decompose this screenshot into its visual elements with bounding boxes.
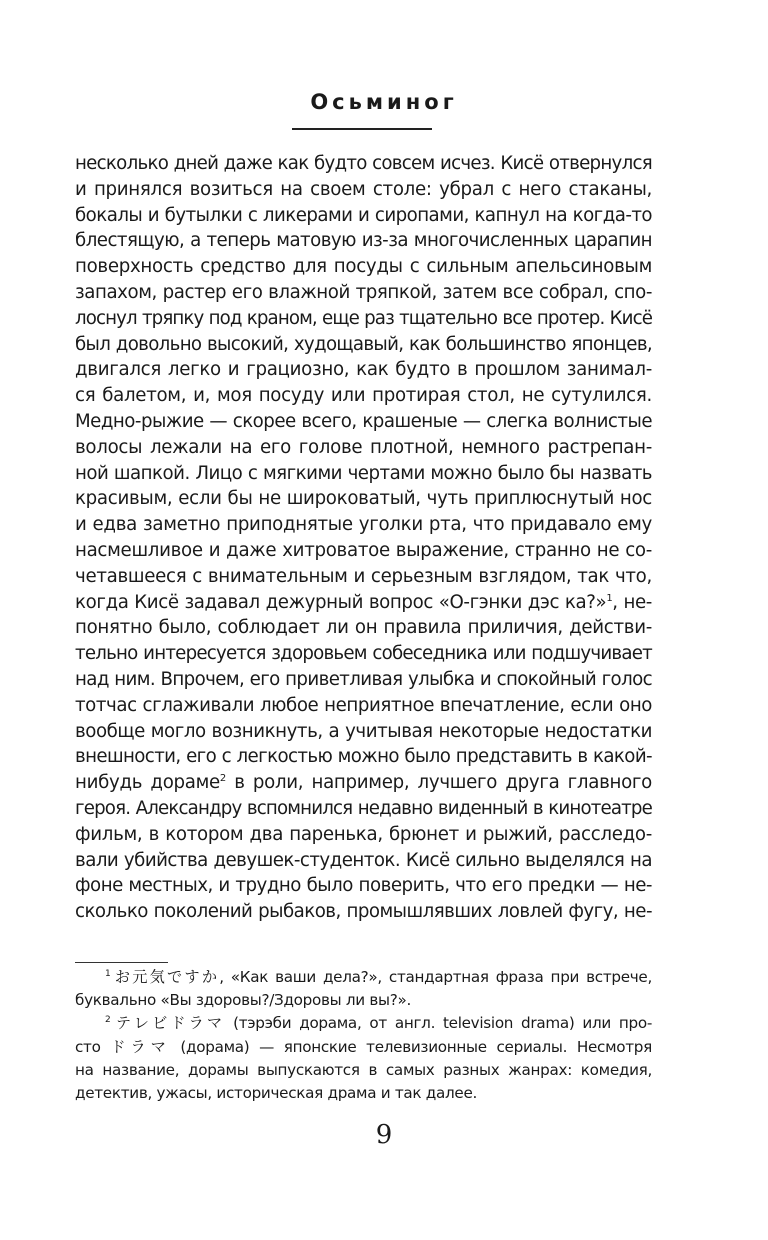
text-segment: в роли, например, лучшего друга главного [225,772,652,794]
text-line: поверхность средство для посуды с сильным апельсиновым [75,256,652,278]
text-line: понятно было, соблюдает ли он правила приличия, действи- [75,617,652,639]
text-line: вали убийства девушек-студенток. Кисё сильно выделялся на [75,849,652,871]
footnote-marker-1: 1 [105,969,111,979]
text-line: Медно-рыжие — скорее всего, крашеные — слегка волнистые [75,410,652,432]
footnote-text: テレビドラマ (тэрэби дорама, от англ. television drama) или про- [112,1014,652,1033]
footnote-text: на название, дорамы выпускаются в самых разных жанрах: комедия, [75,1060,652,1079]
text-line: красивым, если бы не широковатый, чуть приплюснутый нос [75,488,652,510]
text-line: ной шапкой. Лицо с мягкими чертами можно было бы назвать [75,462,652,484]
text-line: запахом, растер его влажной тряпкой, затем все собрал, спо- [75,281,652,303]
text-line: лоснул тряпку под краном, еще раз тщательно все протер. Кисё [75,307,652,329]
text-segment: , не- [612,591,652,613]
running-title: Осьминог [310,90,458,114]
footnote-ref-2: 2 [219,773,226,785]
text-line: тельно интересуется здоровьем собеседника или подшучивает [75,643,652,665]
body-text [75,151,652,925]
text-line-with-footnote-2 [75,770,652,796]
text-line: бокалы и бутылки с ликерами и сиропами, капнул на когда-то [75,204,652,226]
text-line: вообще могло возникнуть, а учитывая некоторые недостатки [75,720,652,742]
footnote-ref-1: 1 [606,592,613,604]
text-line: и принялся возиться на своем столе: убрал с него стаканы, [75,178,652,200]
text-line: внешности, его с легкостью можно было представить в какой- [75,746,652,768]
footnote-text: буквально «Вы здоровы?/Здоровы ли вы?». [75,991,412,1010]
text-line: насмешливое и даже хитроватое выражение, странно не со- [75,539,652,561]
footnote-2 [75,1012,652,1035]
text-segment: когда Кисё задавал дежурный вопрос «О-гэнки дэс ка?» [75,591,607,613]
text-line: и едва заметно приподнятые уголки рта, что придавало ему [75,514,652,536]
footnote-text: детектив, ужасы, историческая драма и так далее. [75,1084,478,1103]
footnote-marker-2: 2 [105,1015,111,1026]
footnote-rule [75,962,168,963]
text-line: фильм, в котором два паренька, брюнет и рыжий, расследо- [75,823,652,845]
text-line: фоне местных, и трудно было поверить, что его предки — не- [75,875,652,897]
text-line: двигался легко и грациозно, как будто в прошлом занимал- [75,359,652,381]
text-line: волосы лежали на его голове плотной, немного растрепан- [75,436,652,458]
text-line: блестящую, а теперь матовую из-за многочисленных царапин [75,230,652,252]
text-line: над ним. Впрочем, его приветливая улыбка и спокойный голос [75,668,652,690]
footnote-text: сто ドラマ (дорама) — японские телевизионные сериалы. Несмотря [75,1037,652,1056]
footnote-text: お元気ですか, «Как ваши дела?», стандартная фраза при встрече, [112,968,652,986]
footnotes [75,966,652,1105]
text-line: героя. Александру вспомнился недавно виденный в кинотеатре [75,797,652,819]
text-line: четавшееся с внимательным и серьезным взглядом, так что, [75,565,652,587]
text-line: ся балетом, и, моя посуду или протирая стол, не сутулился. [75,385,652,407]
footnote-1 [75,966,652,989]
text-line-with-footnote-1 [75,590,652,616]
header-rule [292,128,432,130]
text-segment: нибудь дораме [75,772,220,794]
text-line: сколько поколений рыбаков, промышлявших ловлей фугу, не- [75,901,652,923]
text-line: несколько дней даже как будто совсем исчез. Кисё отвернулся [75,153,652,174]
text-line: тотчас сглаживали любое неприятное впечатление, если оно [75,694,652,716]
page-number: 9 [375,1120,393,1150]
text-line: был довольно высокий, худощавый, как большинство японцев, [75,333,652,355]
